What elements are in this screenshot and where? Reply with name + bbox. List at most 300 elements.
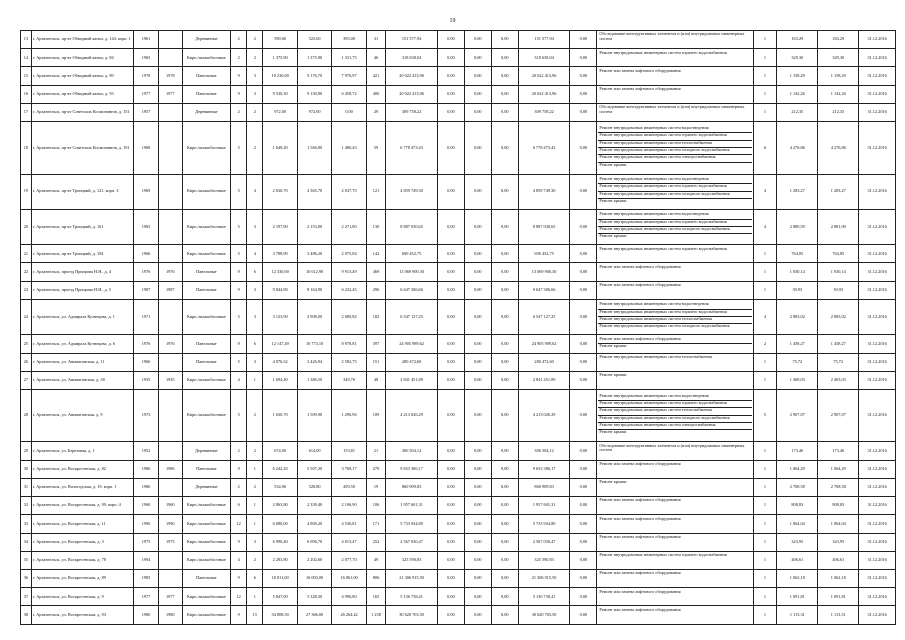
floors-cell: 2 — [231, 31, 247, 49]
unit-cost-cell: 1 064,29 — [777, 460, 818, 478]
work-item: Ремонт крыши — [599, 198, 627, 204]
premises-area-cell: 523,60 — [297, 31, 331, 49]
entrances-cell: 1 — [247, 515, 263, 533]
premises-area-cell: 10 773,10 — [297, 335, 331, 353]
table-row — [21, 533, 896, 551]
local-budget-cell: 0,00 — [491, 497, 518, 515]
max-unit-cost-cell: 1 062,18 — [818, 570, 859, 588]
residents-cell: 31 — [366, 31, 385, 49]
wall-material-cell: Панельные — [182, 85, 230, 103]
works-cell — [597, 209, 753, 244]
floors-cell: 6 — [231, 497, 247, 515]
unit-cost-cell: 1 283,27 — [777, 174, 818, 209]
unit-cost-cell: 1 113,31 — [777, 606, 818, 625]
year-commission-cell — [158, 49, 182, 67]
year-commission-cell — [158, 551, 182, 569]
total-cost-cell: 151 577,94 — [386, 31, 438, 49]
local-budget-cell: 0,00 — [491, 570, 518, 588]
premises-area-cell: 528,80 — [297, 478, 331, 496]
total-cost-cell: 6 647 306,66 — [386, 281, 438, 299]
works-cell — [597, 353, 753, 371]
address-cell: г. Архангельск, ул. Воскресенская, д. 93 — [31, 606, 133, 625]
address-cell: г. Архангельск, пр-кт Советских Космонавтов, д. 151 — [31, 103, 133, 121]
year-built-cell: 1968 — [134, 122, 159, 174]
total-cost-cell: 4 213 026,29 — [386, 389, 438, 441]
year-built-cell: 1966 — [134, 245, 159, 263]
fund-cell: 0,00 — [437, 442, 464, 460]
year-commission-cell — [158, 442, 182, 460]
residential-area-cell: 2 106,90 — [332, 497, 366, 515]
residential-area-cell: 1 331,75 — [332, 49, 366, 67]
owners-funds-cell: 860 909,83 — [518, 478, 570, 496]
works-cell — [597, 478, 753, 496]
row-number: 26 — [21, 353, 32, 371]
address-cell: г. Архангельск, ул. Адмирала Кузнецова, д. 1 — [31, 299, 133, 334]
deadline-cell: 31.12.2016 — [859, 299, 896, 334]
wall-material-cell: Панельные — [182, 570, 230, 588]
table-row — [21, 497, 896, 515]
owners-funds-cell: 20 022 413,96 — [518, 85, 570, 103]
premises-area-cell: 8 164,90 — [297, 281, 331, 299]
max-unit-cost-cell: 75,72 — [818, 353, 859, 371]
deadline-cell: 31.12.2016 — [859, 174, 896, 209]
floors-cell: 9 — [231, 606, 247, 625]
year-built-cell: 1960 — [134, 497, 159, 515]
unit-cost-cell: 212,35 — [777, 103, 818, 121]
unit-cost-cell: 323,95 — [777, 533, 818, 551]
max-unit-cost-cell: 2 881,90 — [818, 209, 859, 244]
work-item: Ремонт или замена лифтового оборудования — [599, 606, 681, 612]
row-number: 14 — [21, 49, 32, 67]
works-count-cell: 4 — [753, 174, 777, 209]
fund-cell: 0,00 — [437, 245, 464, 263]
residents-cell: 469 — [366, 263, 385, 281]
other-funds-cell: 0,00 — [570, 67, 597, 85]
works-cell — [597, 335, 753, 353]
owners-funds-cell: 9 653 386,17 — [518, 460, 570, 478]
unit-cost-cell: 1 064,04 — [777, 515, 818, 533]
year-built-cell: 1965 — [134, 209, 159, 244]
year-commission-cell — [158, 570, 182, 588]
row-number: 25 — [21, 335, 32, 353]
row-number: 31 — [21, 478, 32, 496]
year-commission-cell — [158, 389, 182, 441]
address-cell: г. Архангельск, ул. Воскресенская, д. 3 — [31, 533, 133, 551]
regional-budget-cell: 0,00 — [464, 245, 491, 263]
regional-budget-cell: 0,00 — [464, 460, 491, 478]
total-area-cell: 10 230,00 — [263, 67, 297, 85]
year-built-cell: 1971 — [134, 299, 159, 334]
owners-funds-cell: 6 647 306,66 — [518, 281, 570, 299]
residents-cell: 1 238 — [366, 606, 385, 625]
address-cell: г. Архангельск, ул. Анимаганская, д. 11 — [31, 353, 133, 371]
residents-cell: 165 — [366, 588, 385, 606]
total-cost-cell: 5 733 934,80 — [386, 515, 438, 533]
other-funds-cell: 0,00 — [570, 335, 597, 353]
max-unit-cost-cell: 764,85 — [818, 245, 859, 263]
row-number: 18 — [21, 122, 32, 174]
local-budget-cell: 0,00 — [491, 371, 518, 389]
max-unit-cost-cell: 173,46 — [818, 442, 859, 460]
max-unit-cost-cell: 2 708,58 — [818, 478, 859, 496]
works-cell — [597, 245, 753, 263]
max-unit-cost-cell: 2 907,07 — [818, 389, 859, 441]
works-count-cell: 1 — [753, 371, 777, 389]
local-budget-cell: 0,00 — [491, 174, 518, 209]
floors-cell: 9 — [231, 263, 247, 281]
residential-area-cell: 6 458,72 — [332, 85, 366, 103]
premises-area-cell: 9 130,90 — [297, 85, 331, 103]
row-number: 35 — [21, 551, 32, 569]
table-row — [21, 460, 896, 478]
row-number: 37 — [21, 588, 32, 606]
works-count-cell: 6 — [753, 122, 777, 174]
entrances-cell: 2 — [247, 389, 263, 441]
other-funds-cell: 0,00 — [570, 533, 597, 551]
work-item: Ремонт или замена лифтового оборудования — [598, 337, 751, 344]
owners-funds-cell: 306 504,12 — [518, 442, 570, 460]
premises-area-cell: 1 375,90 — [297, 49, 331, 67]
residential-area-cell: 9 913,49 — [332, 263, 366, 281]
floors-cell: 9 — [231, 533, 247, 551]
works-count-cell: 1 — [753, 263, 777, 281]
other-funds-cell: 0,00 — [570, 85, 597, 103]
residential-area-cell: 209,50 — [332, 478, 366, 496]
wall-material-cell: Панельные — [182, 281, 230, 299]
work-item: Ремонт или замена лифтового оборудования — [599, 588, 681, 594]
table-row — [21, 122, 896, 174]
wall-material-cell: Кирп./шлакоблочные — [182, 122, 230, 174]
row-number: 21 — [21, 245, 32, 263]
floors-cell: 5 — [231, 209, 247, 244]
premises-area-cell: 3 486,20 — [297, 245, 331, 263]
deadline-cell: 31.12.2016 — [859, 533, 896, 551]
year-built-cell: 1994 — [134, 551, 159, 569]
year-built-cell: 1965 — [134, 49, 159, 67]
fund-cell: 0,00 — [437, 85, 464, 103]
residential-area-cell: 0,00 — [332, 103, 366, 121]
wall-material-cell: Кирп./шлакоблочные — [182, 49, 230, 67]
work-item: Обследование конструктивных элементов и (или) внутридомовых инженерных систем — [599, 104, 745, 114]
wall-material-cell: Деревянные — [182, 31, 230, 49]
other-funds-cell: 0,00 — [570, 551, 597, 569]
floors-cell: 5 — [231, 389, 247, 441]
table-row — [21, 478, 896, 496]
unit-cost-cell: 764,85 — [777, 245, 818, 263]
entrances-cell: 3 — [247, 353, 263, 371]
regional-budget-cell: 0,00 — [464, 103, 491, 121]
table-row — [21, 31, 896, 49]
entrances-cell: 3 — [247, 209, 263, 244]
deadline-cell: 31.12.2016 — [859, 122, 896, 174]
regional-budget-cell: 0,00 — [464, 281, 491, 299]
works-count-cell: 1 — [753, 551, 777, 569]
local-budget-cell: 0,00 — [491, 335, 518, 353]
work-item: Ремонт или замена лифтового оборудования — [599, 281, 681, 287]
unit-cost-cell: 406,61 — [777, 551, 818, 569]
work-item: Ремонт внутридомовых инженерных систем водоотведения — [598, 302, 751, 309]
residential-area-cell: 4 013,47 — [332, 533, 366, 551]
regional-budget-cell: 0,00 — [464, 497, 491, 515]
deadline-cell: 31.12.2016 — [859, 606, 896, 625]
owners-funds-cell: 24 905 989,62 — [518, 335, 570, 353]
works-cell — [597, 122, 753, 174]
row-number: 24 — [21, 299, 32, 334]
works-count-cell: 1 — [753, 31, 777, 49]
residents-cell: 151 — [366, 353, 385, 371]
works-cell — [597, 606, 753, 625]
residential-area-cell: 349,70 — [332, 371, 366, 389]
total-cost-cell: 690 452,75 — [386, 245, 438, 263]
works-count-cell: 1 — [753, 442, 777, 460]
work-item: Ремонт крыши — [599, 429, 627, 435]
work-item: Ремонт или замена лифтового оборудования — [599, 570, 681, 576]
max-unit-cost-cell: 2 403,03 — [818, 371, 859, 389]
works-cell — [597, 515, 753, 533]
deadline-cell: 31.12.2016 — [859, 371, 896, 389]
total-area-cell: 534,96 — [263, 478, 297, 496]
address-cell: г. Архангельск, пр-кт Обводный канал, д. 84 — [31, 49, 133, 67]
fund-cell: 0,00 — [437, 209, 464, 244]
premises-area-cell: 614,00 — [297, 442, 331, 460]
floors-cell: 5 — [231, 122, 247, 174]
residents-cell: 400 — [366, 85, 385, 103]
owners-funds-cell: 4 213 026,29 — [518, 389, 570, 441]
other-funds-cell: 0,00 — [570, 478, 597, 496]
other-funds-cell: 0,00 — [570, 174, 597, 209]
total-area-cell: 9 530,30 — [263, 85, 297, 103]
table-row — [21, 371, 896, 389]
fund-cell: 0,00 — [437, 263, 464, 281]
max-unit-cost-cell: 39,93 — [818, 281, 859, 299]
unit-cost-cell: 2 708,58 — [777, 478, 818, 496]
residents-cell: 21 — [366, 442, 385, 460]
total-area-cell: 6 990,40 — [263, 533, 297, 551]
wall-material-cell: Деревянные — [182, 442, 230, 460]
year-built-cell: 1980 — [134, 606, 159, 625]
work-item: Ремонт крыши — [599, 342, 627, 348]
owners-funds-cell: 6 778 473,43 — [518, 122, 570, 174]
work-item: Ремонт внутридомовых инженерных систем холодного водоснабжения — [598, 192, 751, 199]
wall-material-cell: Кирп./шлакоблочные — [182, 174, 230, 209]
deadline-cell: 31.12.2016 — [859, 353, 896, 371]
work-item: Ремонт внутридомовых инженерных систем теплоснабжения — [598, 141, 751, 148]
floors-cell: 4 — [231, 371, 247, 389]
page-number: 19 — [449, 18, 456, 24]
unit-cost-cell: 2 883,02 — [777, 299, 818, 334]
deadline-cell: 31.12.2016 — [859, 209, 896, 244]
local-budget-cell: 0,00 — [491, 606, 518, 625]
total-area-cell: 18 811,00 — [263, 570, 297, 588]
entrances-cell: 4 — [247, 174, 263, 209]
work-item: Ремонт внутридомовых инженерных систем холодного водоснабжения — [598, 148, 751, 155]
total-area-cell: 2 863,80 — [263, 497, 297, 515]
table-row — [21, 570, 896, 588]
work-item: Ремонт внутридомовых инженерных систем электроснабжения — [598, 155, 751, 162]
works-cell — [597, 533, 753, 551]
total-cost-cell: 21 306 915,50 — [386, 570, 438, 588]
work-item: Ремонт внутридомовых инженерных систем водоотведения — [598, 177, 751, 184]
other-funds-cell: 0,00 — [570, 442, 597, 460]
work-item: Ремонт крыши — [599, 161, 627, 167]
owners-funds-cell: 690 452,75 — [518, 245, 570, 263]
floors-cell: 4 — [231, 551, 247, 569]
works-count-cell: 1 — [753, 353, 777, 371]
max-unit-cost-cell: 212,35 — [818, 103, 859, 121]
work-item: Ремонт крыши — [599, 372, 627, 377]
table-row — [21, 515, 896, 533]
other-funds-cell: 0,00 — [570, 570, 597, 588]
residents-cell: 48 — [366, 371, 385, 389]
local-budget-cell: 0,00 — [491, 299, 518, 334]
deadline-cell: 31.12.2016 — [859, 335, 896, 353]
floors-cell: 5 — [231, 245, 247, 263]
works-count-cell: 1 — [753, 606, 777, 625]
residents-cell: 29 — [366, 103, 385, 121]
local-budget-cell: 0,00 — [491, 263, 518, 281]
residential-area-cell: 4 536,81 — [332, 515, 366, 533]
total-cost-cell: 325 590,83 — [386, 551, 438, 569]
regional-budget-cell: 0,00 — [464, 353, 491, 371]
total-cost-cell: 2 567 030,47 — [386, 533, 438, 551]
other-funds-cell: 0,00 — [570, 122, 597, 174]
premises-area-cell: 1 509,90 — [297, 389, 331, 441]
total-area-cell: 12 147,49 — [263, 335, 297, 353]
row-number: 32 — [21, 497, 32, 515]
year-built-cell: 1969 — [134, 174, 159, 209]
fund-cell: 0,00 — [437, 460, 464, 478]
owners-funds-cell: 8 887 030,65 — [518, 209, 570, 244]
year-commission-cell — [158, 353, 182, 371]
local-budget-cell: 0,00 — [491, 460, 518, 478]
total-area-cell: 972,00 — [263, 103, 297, 121]
unit-cost-cell: 1 030,14 — [777, 263, 818, 281]
work-item: Ремонт внутридомовых инженерных систем горячего водоснабжения — [599, 49, 727, 55]
works-count-cell: 1 — [753, 281, 777, 299]
other-funds-cell: 0,00 — [570, 389, 597, 441]
fund-cell: 0,00 — [437, 31, 464, 49]
wall-material-cell: Панельные — [182, 67, 230, 85]
fund-cell: 0,00 — [437, 299, 464, 334]
work-item: Ремонт или замена лифтового оборудования — [599, 515, 681, 521]
fund-cell: 0,00 — [437, 533, 464, 551]
works-count-cell: 4 — [753, 209, 777, 244]
works-count-cell: 1 — [753, 478, 777, 496]
wall-material-cell: Кирп./шлакоблочные — [182, 497, 230, 515]
residential-area-cell: 1 480,43 — [332, 122, 366, 174]
total-cost-cell: 309 758,22 — [386, 103, 438, 121]
max-unit-cost-cell: 323,95 — [818, 533, 859, 551]
work-item: Ремонт внутридомовых инженерных систем электроснабжения — [598, 423, 751, 430]
total-cost-cell: 20 022 413,96 — [386, 67, 438, 85]
residents-cell: 279 — [366, 460, 385, 478]
residents-cell: 182 — [366, 299, 385, 334]
premises-area-cell: 1 566,80 — [297, 122, 331, 174]
works-cell — [597, 49, 753, 67]
local-budget-cell: 0,00 — [491, 103, 518, 121]
owners-funds-cell: 280 472,60 — [518, 353, 570, 371]
deadline-cell: 31.12.2016 — [859, 389, 896, 441]
local-budget-cell: 0,00 — [491, 245, 518, 263]
deadline-cell: 31.12.2016 — [859, 515, 896, 533]
table-row — [21, 551, 896, 569]
works-count-cell: 1 — [753, 460, 777, 478]
total-cost-cell: 280 472,60 — [386, 353, 438, 371]
fund-cell: 0,00 — [437, 389, 464, 441]
total-cost-cell: 9 653 386,17 — [386, 460, 438, 478]
work-item: Ремонт или замена лифтового оборудования — [599, 263, 681, 269]
residential-area-cell: 2 975,84 — [332, 245, 366, 263]
owners-funds-cell: 5 733 934,80 — [518, 515, 570, 533]
address-cell: г. Архангельск, ул. Анимаганская, д. 38 — [31, 371, 133, 389]
residential-area-cell: 2 037,70 — [332, 174, 366, 209]
works-cell — [597, 551, 753, 569]
unit-cost-cell: 4 276,86 — [777, 122, 818, 174]
table-row — [21, 353, 896, 371]
residential-area-cell: 8 978,81 — [332, 335, 366, 353]
entrances-cell: 6 — [247, 570, 263, 588]
premises-area-cell: 2 365,70 — [297, 174, 331, 209]
local-budget-cell: 0,00 — [491, 85, 518, 103]
total-cost-cell: 6 547 127,25 — [386, 299, 438, 334]
floors-cell: 5 — [231, 174, 247, 209]
work-item: Ремонт внутридомовых инженерных систем теплоснабжения — [598, 317, 751, 324]
wall-material-cell: Кирп./шлакоблочные — [182, 245, 230, 263]
floors-cell: 2 — [231, 478, 247, 496]
works-count-cell: 1 — [753, 570, 777, 588]
work-item: Ремонт внутридомовых инженерных систем водоотведения — [598, 394, 751, 401]
works-cell — [597, 103, 753, 121]
wall-material-cell: Деревянные — [182, 103, 230, 121]
wall-material-cell: Кирп./шлакоблочные — [182, 371, 230, 389]
local-budget-cell: 0,00 — [491, 353, 518, 371]
residential-area-cell: 2 680,82 — [332, 299, 366, 334]
residents-cell: 806 — [366, 570, 385, 588]
premises-area-cell: 2 153,00 — [297, 209, 331, 244]
row-number: 17 — [21, 103, 32, 121]
max-unit-cost-cell: 1 064,04 — [818, 515, 859, 533]
local-budget-cell: 0,00 — [491, 588, 518, 606]
year-commission-cell: 1960 — [158, 497, 182, 515]
local-budget-cell: 0,00 — [491, 389, 518, 441]
floors-cell: 9 — [231, 85, 247, 103]
works-cell — [597, 389, 753, 441]
year-commission-cell — [158, 31, 182, 49]
works-count-cell: 2 — [753, 335, 777, 353]
owners-funds-cell: 21 306 915,50 — [518, 570, 570, 588]
row-number: 23 — [21, 281, 32, 299]
regional-budget-cell: 0,00 — [464, 371, 491, 389]
other-funds-cell: 0,00 — [570, 515, 597, 533]
works-cell — [597, 371, 753, 389]
other-funds-cell: 0,00 — [570, 460, 597, 478]
regional-budget-cell: 0,00 — [464, 389, 491, 441]
year-built-cell: 1990 — [134, 515, 159, 533]
max-unit-cost-cell: 1 142,26 — [818, 85, 859, 103]
year-built-cell: 1976 — [134, 335, 159, 353]
unit-cost-cell: 1 408,03 — [777, 371, 818, 389]
entrances-cell: 1 — [247, 371, 263, 389]
max-unit-cost-cell: 1 283,27 — [818, 174, 859, 209]
total-area-cell: 590,60 — [263, 31, 297, 49]
unit-cost-cell: 75,72 — [777, 353, 818, 371]
other-funds-cell: 0,00 — [570, 606, 597, 625]
residents-cell: 171 — [366, 515, 385, 533]
residential-area-cell: 153,81 — [332, 442, 366, 460]
year-built-cell: 1985 — [134, 570, 159, 588]
premises-area-cell: 2 202,60 — [297, 551, 331, 569]
total-area-cell: 12 330,00 — [263, 263, 297, 281]
